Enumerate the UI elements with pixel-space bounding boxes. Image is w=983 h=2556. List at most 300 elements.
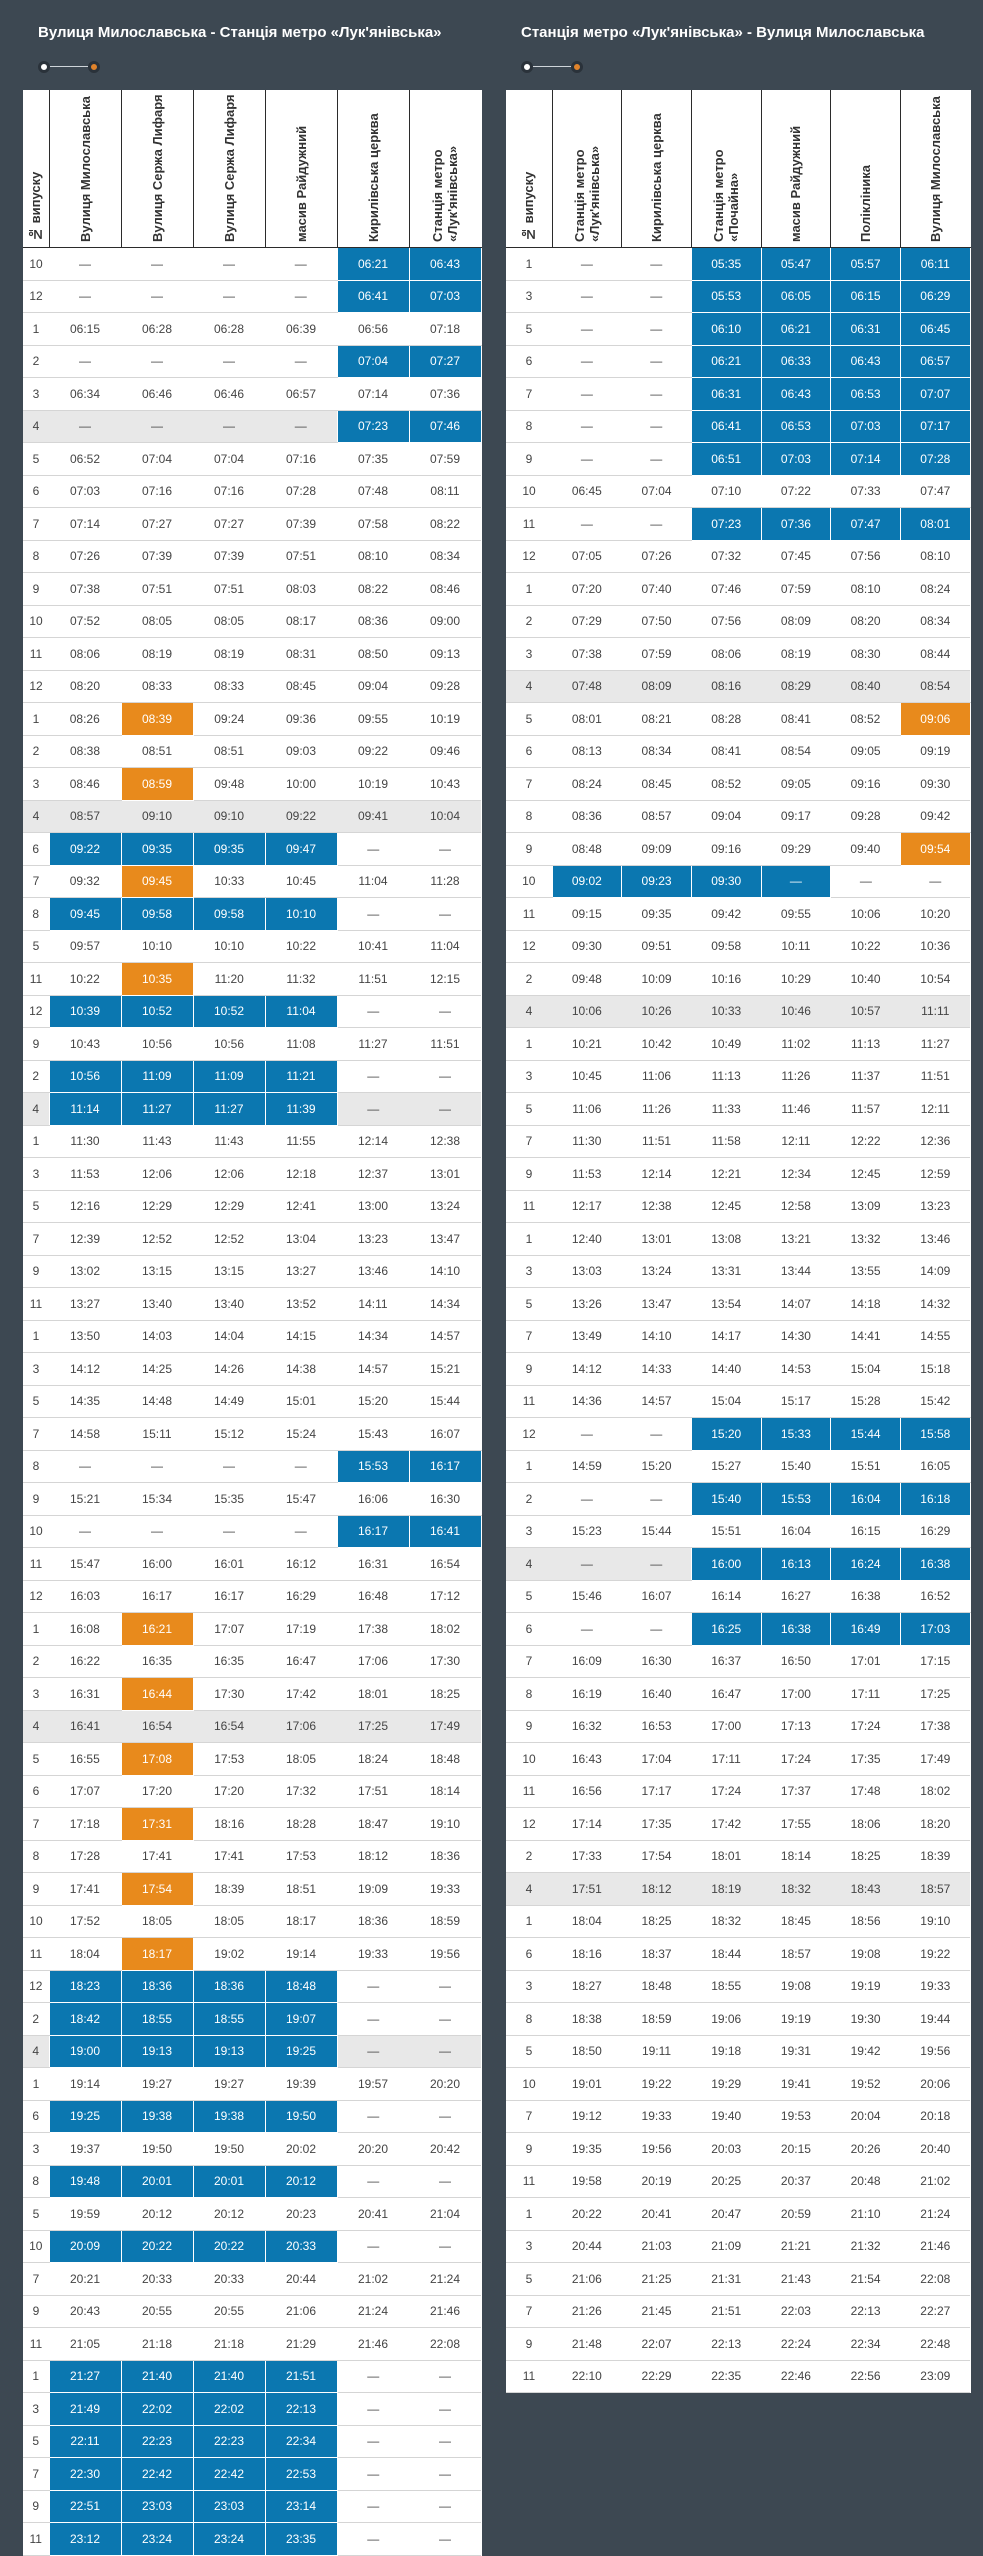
time-cell: 09:15 [552,898,622,931]
time-cell: 12:17 [552,1190,622,1223]
time-cell: 20:25 [691,2165,761,2198]
time-cell: 13:01 [409,1158,481,1191]
table-body [23,248,481,2556]
time-cell: 18:56 [831,1905,901,1938]
time-cell: — [337,2230,409,2263]
time-cell: 10:56 [193,1028,265,1061]
table-row [23,1288,481,1321]
time-cell: 17:35 [622,1808,692,1841]
toggle-dot-right[interactable] [571,61,583,73]
table-row [23,1255,481,1288]
time-cell: 21:46 [409,2295,481,2328]
time-cell: 17:13 [761,1710,831,1743]
time-cell: 16:21 [121,1613,193,1646]
time-cell: 12:45 [831,1158,901,1191]
time-cell: 09:22 [337,735,409,768]
time-cell: 06:46 [193,378,265,411]
time-cell: 18:14 [409,1775,481,1808]
time-cell: 19:10 [409,1808,481,1841]
time-cell: 13:40 [121,1288,193,1321]
time-cell: 22:08 [900,2263,970,2296]
table-row [506,1353,970,1386]
time-cell: 13:27 [49,1288,121,1321]
time-cell: 14:57 [409,1320,481,1353]
time-cell: — [49,248,121,281]
time-cell: 08:34 [409,540,481,573]
time-cell: 23:03 [121,2490,193,2523]
time-cell: — [409,1970,481,2003]
column-header-label: Вулиця Милославська [77,96,93,242]
table-row [23,1678,481,1711]
time-cell: 08:57 [49,800,121,833]
time-cell: 16:55 [49,1743,121,1776]
table-row [506,1645,970,1678]
time-cell: 10:36 [900,930,970,963]
time-cell: 15:18 [900,1353,970,1386]
time-cell: 07:22 [761,475,831,508]
time-cell: 05:57 [831,248,901,281]
time-cell: 11:20 [193,963,265,996]
time-cell: 19:25 [49,2100,121,2133]
time-cell: 17:15 [900,1645,970,1678]
time-cell: 16:41 [49,1710,121,1743]
table-row [23,703,481,736]
time-cell: 19:50 [193,2133,265,2166]
time-cell: 07:35 [337,443,409,476]
time-cell: 15:34 [121,1483,193,1516]
table-row [506,735,970,768]
time-cell: 17:31 [121,1808,193,1841]
time-cell: — [409,2458,481,2491]
time-cell: 14:26 [193,1353,265,1386]
time-cell: 13:47 [409,1223,481,1256]
time-cell: 19:08 [761,1970,831,2003]
time-cell: 16:27 [761,1580,831,1613]
time-cell: 13:08 [691,1223,761,1256]
time-cell: 08:09 [761,605,831,638]
table-row [506,1970,970,2003]
column-header-label: № випуску [521,171,537,242]
time-cell: 12:58 [761,1190,831,1223]
table-row [23,2490,481,2523]
run-number-cell: 10 [23,605,49,638]
run-number-cell: 10 [506,475,552,508]
table-row [506,1515,970,1548]
time-cell: 12:11 [900,1093,970,1126]
time-cell: 17:49 [900,1743,970,1776]
time-cell: 16:09 [552,1645,622,1678]
time-cell: 10:21 [552,1028,622,1061]
time-cell: 11:08 [265,1028,337,1061]
time-cell: 19:56 [900,2035,970,2068]
table-row [506,1418,970,1451]
toggle-dot-left[interactable] [38,61,50,73]
table-row [506,898,970,931]
time-cell: 21:10 [831,2198,901,2231]
time-cell: — [552,508,622,541]
time-cell: 14:36 [552,1385,622,1418]
time-cell: 17:24 [691,1775,761,1808]
time-cell: 11:26 [622,1093,692,1126]
time-cell: — [193,410,265,443]
time-cell: — [409,1060,481,1093]
time-cell: 10:19 [409,703,481,736]
time-cell: 07:48 [337,475,409,508]
column-header-stop [193,90,265,248]
time-cell: 07:38 [552,638,622,671]
run-number-cell: 12 [23,995,49,1028]
run-number-cell: 7 [506,2100,552,2133]
time-cell: 22:10 [552,2360,622,2393]
time-cell: 09:45 [121,865,193,898]
time-cell: 16:30 [409,1483,481,1516]
time-cell: — [337,2393,409,2426]
column-header-stop [900,90,970,248]
time-cell: — [337,2100,409,2133]
time-cell: 11:58 [691,1125,761,1158]
time-cell: 17:32 [265,1775,337,1808]
run-number-cell: 2 [23,1060,49,1093]
table-row [23,1873,481,1906]
table-row [23,1060,481,1093]
time-cell: — [193,1450,265,1483]
time-cell: 11:43 [193,1125,265,1158]
time-cell: 20:22 [193,2230,265,2263]
time-cell: 10:10 [265,898,337,931]
time-cell: 06:52 [49,443,121,476]
time-cell: 18:20 [900,1808,970,1841]
time-cell: 11:46 [761,1093,831,1126]
time-cell: — [409,2360,481,2393]
time-cell: 11:30 [552,1125,622,1158]
time-cell: 21:25 [622,2263,692,2296]
time-cell: — [622,443,692,476]
time-cell: 13:46 [337,1255,409,1288]
table-row [506,1190,970,1223]
time-cell: 13:24 [622,1255,692,1288]
time-cell: 15:44 [409,1385,481,1418]
schedule-table [506,90,971,2393]
table-row [506,1385,970,1418]
table-row [506,670,970,703]
time-cell: 16:38 [900,1548,970,1581]
table-row [506,930,970,963]
time-cell: 21:40 [193,2360,265,2393]
time-cell: — [337,2360,409,2393]
time-cell: 22:13 [265,2393,337,2426]
time-cell: 22:30 [49,2458,121,2491]
time-cell: 08:10 [831,573,901,606]
time-cell: 08:50 [337,638,409,671]
time-cell: 08:13 [552,735,622,768]
time-cell: 21:02 [337,2263,409,2296]
time-cell: 14:12 [552,1353,622,1386]
time-cell: 16:54 [409,1548,481,1581]
time-cell: 15:11 [121,1418,193,1451]
table-row [23,638,481,671]
time-cell: 12:34 [761,1158,831,1191]
schedule-table [23,90,482,2556]
run-number-cell: 9 [506,443,552,476]
table-row [23,1418,481,1451]
time-cell: 21:43 [761,2263,831,2296]
run-number-cell: 9 [23,2295,49,2328]
time-cell: 18:47 [337,1808,409,1841]
time-cell: 20:40 [900,2133,970,2166]
toggle-dot-left[interactable] [521,61,533,73]
time-cell: 17:07 [193,1613,265,1646]
time-cell: 19:50 [121,2133,193,2166]
time-cell: 11:33 [691,1093,761,1126]
time-cell: 17:25 [900,1678,970,1711]
time-cell: 07:16 [121,475,193,508]
time-cell: 07:48 [552,670,622,703]
time-cell: — [900,865,970,898]
run-number-cell: 11 [23,1938,49,1971]
run-number-cell: 5 [23,2198,49,2231]
time-cell: 05:35 [691,248,761,281]
time-cell: 07:14 [49,508,121,541]
time-cell: 13:50 [49,1320,121,1353]
direction-toggle[interactable] [38,57,100,77]
time-cell: 22:02 [193,2393,265,2426]
time-cell: — [337,2523,409,2556]
time-cell: 07:40 [622,573,692,606]
time-cell: 14:57 [622,1385,692,1418]
time-cell: 11:51 [409,1028,481,1061]
table-row [506,345,970,378]
time-cell: 18:27 [552,1970,622,2003]
run-number-cell: 11 [506,898,552,931]
run-number-cell: 7 [23,508,49,541]
time-cell: 14:30 [761,1320,831,1353]
time-cell: 23:35 [265,2523,337,2556]
column-header-stop [761,90,831,248]
table-row [506,2100,970,2133]
time-cell: 11:27 [900,1028,970,1061]
time-cell: 17:11 [691,1743,761,1776]
time-cell: 16:00 [691,1548,761,1581]
time-cell: 11:27 [337,1028,409,1061]
run-number-cell: 5 [23,1385,49,1418]
time-cell: 12:37 [337,1158,409,1191]
time-cell: 13:02 [49,1255,121,1288]
time-cell: 21:06 [552,2263,622,2296]
table-row [23,410,481,443]
toggle-dot-right[interactable] [88,61,100,73]
time-cell: 10:35 [121,963,193,996]
direction-toggle[interactable] [521,57,583,77]
time-cell: 17:54 [121,1873,193,1906]
time-cell: 10:56 [121,1028,193,1061]
table-row [23,1385,481,1418]
time-cell: 19:33 [409,1873,481,1906]
table-row [23,1710,481,1743]
time-cell: 07:27 [193,508,265,541]
time-cell: 17:49 [409,1710,481,1743]
run-number-cell: 8 [506,1678,552,1711]
time-cell: 07:36 [409,378,481,411]
run-number-cell: 10 [23,1905,49,1938]
time-cell: 09:10 [121,800,193,833]
time-cell: 22:42 [121,2458,193,2491]
time-cell: 16:15 [831,1515,901,1548]
run-number-cell: 1 [506,1450,552,1483]
time-cell: 17:38 [900,1710,970,1743]
time-cell: 14:04 [193,1320,265,1353]
time-cell: 22:13 [691,2328,761,2361]
table-row [23,1905,481,1938]
time-cell: 09:55 [337,703,409,736]
run-number-cell: 12 [23,1970,49,2003]
run-number-cell: 9 [23,1483,49,1516]
time-cell: 07:14 [337,378,409,411]
time-cell: 07:23 [691,508,761,541]
time-cell: 18:16 [193,1808,265,1841]
time-cell: 19:56 [409,1938,481,1971]
table-row [506,2003,970,2036]
time-cell: — [337,1970,409,2003]
time-cell: 21:21 [761,2230,831,2263]
time-cell: 11:43 [121,1125,193,1158]
time-cell: 06:10 [691,313,761,346]
time-cell: 06:28 [193,313,265,346]
time-cell: 15:04 [691,1385,761,1418]
time-cell: 13:49 [552,1320,622,1353]
run-number-cell: 5 [23,443,49,476]
time-cell: — [193,345,265,378]
time-cell: 08:46 [49,768,121,801]
time-cell: 20:55 [121,2295,193,2328]
time-cell: 10:39 [49,995,121,1028]
header-row [506,90,970,248]
time-cell: 07:04 [121,443,193,476]
time-cell: 10:41 [337,930,409,963]
time-cell: 13:31 [691,1255,761,1288]
time-cell: — [409,2523,481,2556]
table-row [23,280,481,313]
run-number-cell: 7 [23,1418,49,1451]
time-cell: 12:36 [900,1125,970,1158]
time-cell: 16:22 [49,1645,121,1678]
time-cell: 16:17 [193,1580,265,1613]
table-row [23,1190,481,1223]
run-number-cell: 8 [506,2003,552,2036]
time-cell: 15:51 [691,1515,761,1548]
time-cell: 20:55 [193,2295,265,2328]
time-cell: 12:29 [121,1190,193,1223]
time-cell: 05:47 [761,248,831,281]
table-row [506,605,970,638]
time-cell: — [622,313,692,346]
time-cell: 19:44 [900,2003,970,2036]
time-cell: 10:00 [265,768,337,801]
time-cell: 17:20 [121,1775,193,1808]
table-row [506,800,970,833]
time-cell: 15:43 [337,1418,409,1451]
time-cell: 11:51 [622,1125,692,1158]
time-cell: 16:47 [691,1678,761,1711]
time-cell: 08:52 [691,768,761,801]
time-cell: 23:24 [193,2523,265,2556]
time-cell: 08:34 [900,605,970,638]
run-number-cell: 6 [23,2100,49,2133]
run-number-cell: 11 [23,638,49,671]
time-cell: 19:57 [337,2068,409,2101]
table-row [506,1158,970,1191]
time-cell: 21:54 [831,2263,901,2296]
time-cell: 08:24 [552,768,622,801]
table-row [506,2198,970,2231]
column-header-number [23,90,49,248]
time-cell: 13:32 [831,1223,901,1256]
time-cell: — [337,2165,409,2198]
table-row [23,2198,481,2231]
time-cell: 17:53 [193,1743,265,1776]
time-cell: 15:51 [831,1450,901,1483]
time-cell: 15:23 [552,1515,622,1548]
run-number-cell: 7 [23,2263,49,2296]
run-number-cell: 4 [23,1093,49,1126]
time-cell: — [409,898,481,931]
time-cell: 19:27 [193,2068,265,2101]
run-number-cell: 8 [23,540,49,573]
time-cell: 18:32 [761,1873,831,1906]
time-cell: 08:01 [552,703,622,736]
time-cell: 17:41 [49,1873,121,1906]
time-cell: 07:56 [831,540,901,573]
time-cell: 22:53 [265,2458,337,2491]
run-number-cell: 10 [23,1515,49,1548]
run-number-cell: 2 [23,1645,49,1678]
time-cell: — [49,1450,121,1483]
time-cell: 14:10 [622,1320,692,1353]
column-header-label: Вулиця Сержа Лифаря [149,94,165,242]
time-cell: 08:01 [900,508,970,541]
run-number-cell: 9 [506,2328,552,2361]
table-row [23,2393,481,2426]
run-number-cell: 4 [23,2035,49,2068]
run-number-cell: 5 [23,1743,49,1776]
time-cell: 20:20 [409,2068,481,2101]
run-number-cell: 11 [23,2328,49,2361]
time-cell: 22:13 [831,2295,901,2328]
time-cell: 21:48 [552,2328,622,2361]
time-cell: 09:04 [337,670,409,703]
time-cell: — [49,1515,121,1548]
time-cell: 06:33 [761,345,831,378]
time-cell: — [121,1515,193,1548]
run-number-cell: 12 [506,1418,552,1451]
time-cell: 09:17 [761,800,831,833]
time-cell: 12:18 [265,1158,337,1191]
time-cell: 13:24 [409,1190,481,1223]
time-cell: 11:11 [900,995,970,1028]
time-cell: 14:35 [49,1385,121,1418]
time-cell: — [622,1613,692,1646]
table-row [23,2295,481,2328]
run-number-cell: 3 [506,280,552,313]
time-cell: 20:04 [831,2100,901,2133]
time-cell: 10:52 [193,995,265,1028]
time-cell: — [121,345,193,378]
time-cell: 12:45 [691,1190,761,1223]
time-cell: 09:47 [265,833,337,866]
table-row [506,1093,970,1126]
time-cell: 19:40 [691,2100,761,2133]
time-cell: 12:39 [49,1223,121,1256]
time-cell: — [49,345,121,378]
